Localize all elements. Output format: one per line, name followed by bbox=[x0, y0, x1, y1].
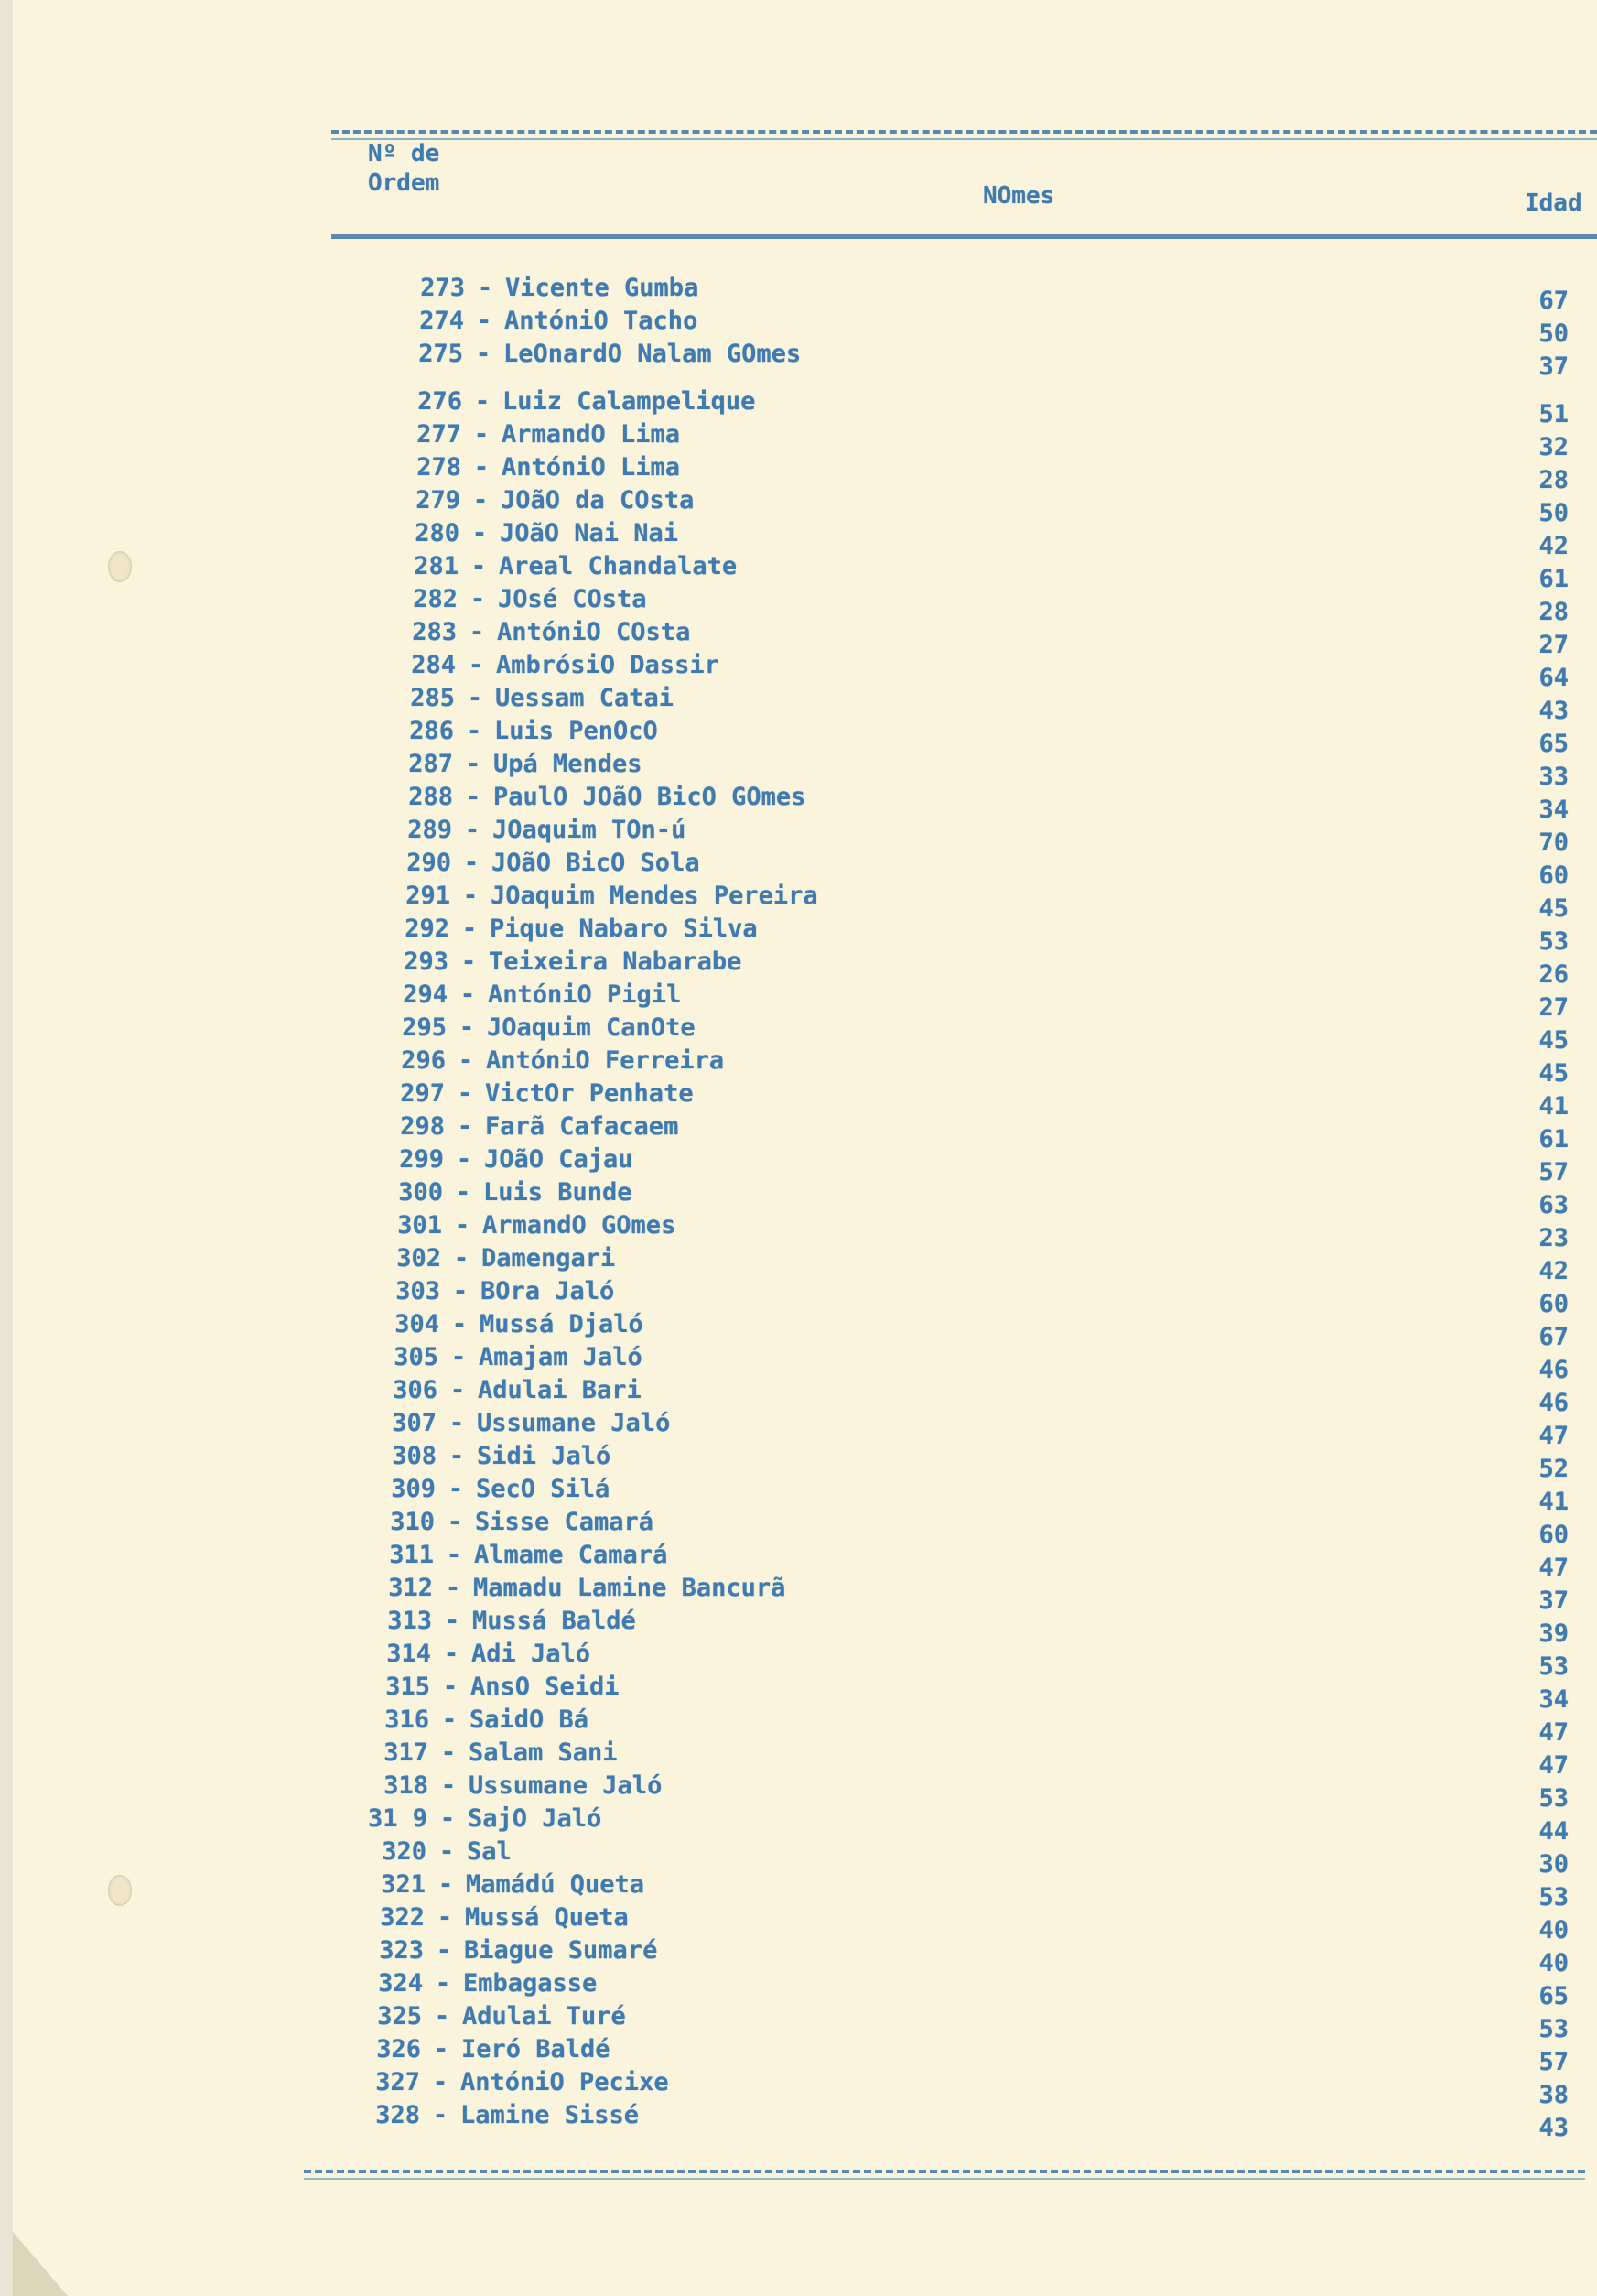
list-item bbox=[386, 1013, 696, 1044]
person-name: SajO Jaló bbox=[468, 1804, 602, 1833]
separator-dash: - bbox=[462, 882, 479, 910]
person-age: 65 bbox=[1538, 1982, 1569, 2010]
separator-dash: - bbox=[475, 340, 491, 368]
order-number: 31 9 bbox=[367, 1804, 427, 1833]
person-name: Farã Cafacaem bbox=[485, 1112, 679, 1141]
list-item bbox=[382, 1210, 675, 1241]
separator-dash: - bbox=[437, 1870, 454, 1899]
separator-dash: - bbox=[465, 783, 481, 811]
person-age: 61 bbox=[1538, 1125, 1569, 1153]
person-name: LeOnardO Nalam GOmes bbox=[503, 340, 802, 368]
order-number: 278 bbox=[416, 453, 461, 482]
person-name: Salam Sani bbox=[469, 1738, 618, 1767]
person-name: AntóniO Pigil bbox=[488, 980, 682, 1009]
person-name: JOãO Nai Nai bbox=[500, 519, 679, 547]
separator-dash: - bbox=[451, 1310, 468, 1338]
person-name: Mamádú Queta bbox=[466, 1870, 645, 1899]
person-age: 40 bbox=[1538, 1949, 1569, 1977]
list-item bbox=[389, 914, 758, 945]
list-item bbox=[366, 1836, 512, 1868]
person-age: 41 bbox=[1538, 1488, 1569, 1516]
person-age: 64 bbox=[1538, 664, 1569, 692]
column-header-order-number: Nº de Ordem bbox=[368, 140, 440, 197]
list-item bbox=[398, 551, 737, 582]
person-name: BOra Jaló bbox=[480, 1277, 615, 1305]
separator-dash: - bbox=[460, 948, 477, 976]
document-page bbox=[13, 0, 1597, 2296]
person-name: Uessam Catai bbox=[495, 684, 674, 712]
order-number: 327 bbox=[375, 2068, 420, 2096]
person-age: 46 bbox=[1538, 1356, 1569, 1384]
person-name: Sisse Camará bbox=[475, 1508, 654, 1536]
person-age: 47 bbox=[1538, 1554, 1569, 1582]
person-age: 28 bbox=[1538, 466, 1569, 494]
person-name: Ieró Baldé bbox=[461, 2035, 610, 2063]
separator-dash: - bbox=[474, 387, 491, 416]
list-item bbox=[375, 1474, 610, 1505]
person-age: 45 bbox=[1538, 1059, 1569, 1088]
list-item bbox=[374, 1507, 653, 1538]
separator-dash: - bbox=[472, 486, 489, 514]
order-number: 275 bbox=[418, 340, 463, 368]
person-name: PaulO JOãO BicO GOmes bbox=[493, 783, 806, 811]
separator-dash: - bbox=[469, 618, 485, 646]
person-age: 50 bbox=[1538, 319, 1569, 348]
order-number: 274 bbox=[419, 307, 464, 335]
person-age: 28 bbox=[1538, 598, 1569, 626]
order-number: 307 bbox=[392, 1409, 437, 1437]
order-number: 298 bbox=[400, 1112, 445, 1141]
order-number: 290 bbox=[406, 849, 451, 877]
person-age: 53 bbox=[1538, 1784, 1569, 1813]
person-name: AntóniO Pecixe bbox=[460, 2068, 669, 2096]
person-name: Embagasse bbox=[463, 1969, 598, 1998]
separator-dash: - bbox=[459, 980, 476, 1009]
list-item bbox=[373, 1540, 667, 1571]
list-item bbox=[395, 650, 719, 681]
list-item bbox=[387, 980, 681, 1011]
list-item bbox=[361, 2034, 610, 2065]
list-item bbox=[365, 1869, 644, 1901]
order-number: 308 bbox=[392, 1442, 437, 1470]
person-age: 27 bbox=[1538, 631, 1569, 659]
person-name: Luis Bunde bbox=[483, 1178, 632, 1207]
separator-dash: - bbox=[456, 1145, 472, 1174]
order-number: 276 bbox=[417, 387, 462, 416]
separator-dash: - bbox=[448, 1409, 465, 1437]
person-age: 40 bbox=[1538, 1916, 1569, 1944]
list-item bbox=[390, 881, 818, 912]
list-item bbox=[360, 2067, 669, 2098]
person-age: 42 bbox=[1538, 1257, 1569, 1285]
person-age: 44 bbox=[1538, 1817, 1569, 1846]
person-age: 60 bbox=[1538, 861, 1569, 890]
order-number: 311 bbox=[389, 1541, 434, 1569]
order-number: 322 bbox=[380, 1903, 425, 1932]
person-age: 37 bbox=[1538, 1587, 1569, 1615]
list-item bbox=[370, 1672, 620, 1703]
order-number: 296 bbox=[401, 1046, 446, 1075]
person-age: 52 bbox=[1538, 1455, 1569, 1483]
list-item bbox=[394, 683, 674, 714]
separator-dash: - bbox=[444, 1607, 460, 1635]
separator-dash: - bbox=[466, 717, 482, 745]
list-item bbox=[396, 617, 690, 648]
list-item bbox=[372, 1573, 785, 1604]
person-name: Mamadu Lamine Bancurã bbox=[473, 1574, 786, 1602]
order-number: 314 bbox=[386, 1640, 431, 1668]
list-item bbox=[400, 485, 694, 516]
person-age: 45 bbox=[1538, 1026, 1569, 1055]
order-number: 317 bbox=[383, 1738, 428, 1767]
person-name: Adi Jaló bbox=[471, 1640, 591, 1668]
separator-dash: - bbox=[432, 2068, 448, 2096]
order-number: 302 bbox=[396, 1244, 441, 1273]
person-age: 53 bbox=[1538, 927, 1569, 956]
person-age: 30 bbox=[1538, 1850, 1569, 1879]
person-name: Adulai Bari bbox=[478, 1376, 642, 1404]
list-item bbox=[405, 273, 698, 304]
order-number: 277 bbox=[416, 420, 461, 449]
order-number: 273 bbox=[420, 274, 465, 302]
person-age: 34 bbox=[1538, 1685, 1569, 1714]
list-item bbox=[368, 1771, 662, 1802]
list-item bbox=[381, 1243, 615, 1274]
order-number: 326 bbox=[376, 2035, 421, 2063]
person-age: 37 bbox=[1538, 352, 1569, 381]
list-item bbox=[384, 1111, 678, 1143]
person-age: 39 bbox=[1538, 1619, 1569, 1648]
person-name: VictOr Penhate bbox=[485, 1079, 694, 1108]
person-name: Mussá Queta bbox=[465, 1903, 629, 1932]
person-name: Sal bbox=[467, 1837, 512, 1866]
person-age: 38 bbox=[1538, 2081, 1569, 2109]
separator-dash: - bbox=[473, 420, 490, 449]
person-age: 26 bbox=[1538, 960, 1569, 989]
person-name: JOãO da COsta bbox=[501, 486, 695, 514]
order-number: 300 bbox=[398, 1178, 443, 1207]
person-age: 67 bbox=[1538, 1323, 1569, 1351]
list-item bbox=[399, 518, 678, 549]
header-top-rule-secondary bbox=[331, 138, 1597, 140]
order-number: 286 bbox=[409, 717, 454, 745]
person-name: AntóniO Lima bbox=[502, 453, 681, 482]
list-item bbox=[362, 1968, 597, 1999]
list-item bbox=[378, 1342, 642, 1373]
list-item bbox=[397, 584, 647, 615]
list-item bbox=[393, 782, 805, 813]
separator-dash: - bbox=[449, 1376, 466, 1404]
person-name: Pique Nabaro Silva bbox=[490, 915, 758, 943]
person-name: Almame Camará bbox=[474, 1541, 668, 1569]
folded-corner bbox=[13, 2232, 68, 2296]
person-age: 41 bbox=[1538, 1092, 1569, 1121]
person-name: SecO Silá bbox=[476, 1475, 610, 1503]
separator-dash: - bbox=[457, 1079, 473, 1108]
person-name: Ussumane Jaló bbox=[477, 1409, 671, 1437]
list-item bbox=[361, 2001, 626, 2032]
person-name: JOaquim CanOte bbox=[487, 1013, 696, 1042]
list-item bbox=[376, 1441, 610, 1472]
person-name: JOaquim TOn-ú bbox=[492, 816, 686, 844]
order-number: 316 bbox=[384, 1706, 429, 1734]
person-age: 67 bbox=[1538, 287, 1569, 315]
header-top-rule bbox=[331, 130, 1597, 134]
order-number: 315 bbox=[385, 1673, 430, 1701]
separator-dash: - bbox=[438, 1837, 455, 1866]
list-item bbox=[403, 339, 801, 370]
person-name: JOsé COsta bbox=[498, 585, 647, 613]
order-number: 281 bbox=[414, 552, 459, 580]
person-name: Upá Mendes bbox=[493, 750, 642, 778]
list-item bbox=[402, 386, 755, 417]
order-number: 304 bbox=[394, 1310, 439, 1338]
separator-dash: - bbox=[445, 1574, 461, 1602]
separator-dash: - bbox=[468, 651, 484, 679]
order-number: 309 bbox=[391, 1475, 436, 1503]
separator-dash: - bbox=[433, 2035, 449, 2063]
person-age: 53 bbox=[1538, 1883, 1569, 1912]
order-number: 323 bbox=[379, 1936, 424, 1965]
list-item bbox=[379, 1309, 643, 1340]
list-item bbox=[372, 1606, 636, 1637]
list-item bbox=[384, 1078, 694, 1110]
order-number: 279 bbox=[415, 486, 460, 514]
person-age: 47 bbox=[1538, 1751, 1569, 1780]
list-item bbox=[394, 716, 658, 747]
order-number: 280 bbox=[415, 519, 459, 547]
order-number: 312 bbox=[388, 1574, 433, 1602]
person-age: 63 bbox=[1538, 1191, 1569, 1219]
person-name: AntóniO Ferreira bbox=[486, 1046, 725, 1075]
list-item bbox=[367, 1803, 601, 1835]
person-age: 53 bbox=[1538, 2015, 1569, 2043]
person-name: Mussá Baldé bbox=[472, 1607, 636, 1635]
separator-dash: - bbox=[476, 307, 492, 335]
person-name: Lamine Sissé bbox=[460, 2101, 640, 2129]
person-age: 57 bbox=[1538, 2048, 1569, 2076]
list-item bbox=[380, 1276, 614, 1307]
list-item bbox=[363, 1935, 657, 1966]
separator-dash: - bbox=[461, 915, 478, 943]
person-name: Luis PenOcO bbox=[494, 717, 658, 745]
person-name: Teixeira Nabarabe bbox=[489, 948, 742, 976]
person-name: Mussá Djaló bbox=[480, 1310, 643, 1338]
person-age: 47 bbox=[1538, 1718, 1569, 1747]
list-item bbox=[388, 947, 741, 978]
separator-dash: - bbox=[436, 1936, 452, 1965]
person-age: 60 bbox=[1538, 1290, 1569, 1318]
separator-dash: - bbox=[452, 1277, 469, 1305]
order-number: 284 bbox=[411, 651, 456, 679]
order-number: 291 bbox=[405, 882, 450, 910]
separator-dash: - bbox=[437, 1903, 453, 1932]
separator-dash: - bbox=[465, 750, 481, 778]
order-number: 310 bbox=[390, 1508, 435, 1536]
order-number: 285 bbox=[410, 684, 455, 712]
separator-dash: - bbox=[470, 552, 487, 580]
person-name: SaidO Bá bbox=[469, 1706, 589, 1734]
list-item bbox=[404, 306, 697, 337]
separator-dash: - bbox=[459, 1013, 475, 1042]
order-number: 288 bbox=[408, 783, 453, 811]
separator-dash: - bbox=[448, 1475, 464, 1503]
order-number: 306 bbox=[393, 1376, 437, 1404]
list-item bbox=[385, 1045, 724, 1077]
separator-dash: - bbox=[440, 1771, 457, 1800]
separator-dash: - bbox=[455, 1178, 471, 1207]
person-age: 43 bbox=[1538, 697, 1569, 725]
person-name: Amajam Jaló bbox=[479, 1343, 642, 1371]
person-name: Areal Chandalate bbox=[499, 552, 738, 580]
list-item bbox=[368, 1738, 618, 1769]
order-number: 318 bbox=[383, 1771, 428, 1800]
list-item bbox=[401, 452, 680, 483]
order-number: 320 bbox=[382, 1837, 426, 1866]
separator-dash: - bbox=[443, 1640, 459, 1668]
list-item bbox=[364, 1902, 629, 1933]
order-number: 324 bbox=[378, 1969, 423, 1998]
list-item bbox=[383, 1177, 632, 1208]
person-age: 32 bbox=[1538, 433, 1569, 461]
separator-dash: - bbox=[467, 684, 483, 712]
person-name: JOaquim Mendes Pereira bbox=[491, 882, 818, 910]
person-age: 57 bbox=[1538, 1158, 1569, 1186]
order-number: 301 bbox=[397, 1211, 442, 1240]
person-name: Biague Sumaré bbox=[464, 1936, 658, 1965]
order-number: 321 bbox=[381, 1870, 426, 1899]
order-number: 328 bbox=[375, 2101, 420, 2129]
separator-dash: - bbox=[463, 849, 480, 877]
order-number: 289 bbox=[407, 816, 452, 844]
person-name: ArmandO Lima bbox=[502, 420, 681, 449]
person-age: 46 bbox=[1538, 1389, 1569, 1417]
person-name: JOãO Cajau bbox=[484, 1145, 633, 1174]
separator-dash: - bbox=[473, 453, 490, 482]
separator-dash: - bbox=[464, 816, 480, 844]
order-number: 287 bbox=[408, 750, 453, 778]
separator-dash: - bbox=[442, 1673, 459, 1701]
person-age: 42 bbox=[1538, 532, 1569, 560]
person-age: 65 bbox=[1538, 730, 1569, 758]
person-age: 50 bbox=[1538, 499, 1569, 527]
order-number: 297 bbox=[400, 1079, 445, 1108]
separator-dash: - bbox=[432, 2101, 448, 2129]
person-name: AntóniO Tacho bbox=[504, 307, 698, 335]
list-item bbox=[383, 1144, 633, 1175]
person-age: 34 bbox=[1538, 796, 1569, 824]
separator-dash: - bbox=[458, 1046, 474, 1075]
separator-dash: - bbox=[477, 274, 493, 302]
punch-hole-lower bbox=[108, 1875, 132, 1906]
separator-dash: - bbox=[457, 1112, 473, 1141]
person-age: 51 bbox=[1538, 400, 1569, 428]
separator-dash: - bbox=[447, 1508, 463, 1536]
separator-dash: - bbox=[453, 1244, 469, 1273]
separator-dash: - bbox=[439, 1804, 456, 1833]
person-name: Ussumane Jaló bbox=[469, 1771, 663, 1800]
separator-dash: - bbox=[434, 2002, 450, 2031]
separator-dash: - bbox=[446, 1541, 462, 1569]
list-item bbox=[360, 2100, 639, 2131]
order-number: 292 bbox=[405, 915, 449, 943]
order-number: 303 bbox=[395, 1277, 440, 1305]
order-number: 299 bbox=[399, 1145, 444, 1174]
person-age: 23 bbox=[1538, 1224, 1569, 1252]
order-number: 294 bbox=[403, 980, 448, 1009]
separator-dash: - bbox=[441, 1706, 458, 1734]
order-number: 283 bbox=[412, 618, 457, 646]
list-item bbox=[371, 1639, 590, 1670]
order-number: 325 bbox=[377, 2002, 422, 2031]
person-name: Sidi Jaló bbox=[477, 1442, 611, 1470]
list-item bbox=[393, 749, 642, 780]
person-name: AnsO Seidi bbox=[470, 1673, 620, 1701]
list-item bbox=[392, 815, 685, 846]
person-age: 45 bbox=[1538, 894, 1569, 923]
separator-dash: - bbox=[471, 519, 488, 547]
separator-dash: - bbox=[469, 585, 486, 613]
person-name: Luiz Calampelique bbox=[502, 387, 756, 416]
order-number: 305 bbox=[394, 1343, 438, 1371]
person-name: Damengari bbox=[481, 1244, 616, 1273]
person-name: AntóniO COsta bbox=[497, 618, 691, 646]
column-header-names: NOmes bbox=[983, 182, 1055, 210]
person-age: 43 bbox=[1538, 2114, 1569, 2142]
separator-dash: - bbox=[454, 1211, 470, 1240]
order-number: 313 bbox=[387, 1607, 432, 1635]
separator-dash: - bbox=[450, 1343, 467, 1371]
footer-rule bbox=[304, 2170, 1585, 2173]
list-item bbox=[377, 1375, 642, 1406]
person-age: 27 bbox=[1538, 993, 1569, 1022]
list-item bbox=[391, 848, 700, 879]
person-age: 61 bbox=[1538, 565, 1569, 593]
person-age: 53 bbox=[1538, 1652, 1569, 1681]
separator-dash: - bbox=[435, 1969, 451, 1998]
order-number: 293 bbox=[404, 948, 448, 976]
column-header-age: Idad bbox=[1525, 190, 1582, 217]
order-number: 282 bbox=[413, 585, 458, 613]
person-name: AmbrósiO Dassir bbox=[496, 651, 719, 679]
person-age: 47 bbox=[1538, 1422, 1569, 1450]
list-item bbox=[401, 419, 680, 450]
person-age: 60 bbox=[1538, 1521, 1569, 1549]
punch-hole-upper bbox=[108, 551, 132, 582]
order-number: 295 bbox=[402, 1013, 447, 1042]
separator-dash: - bbox=[448, 1442, 465, 1470]
person-name: JOãO BicO Sola bbox=[491, 849, 700, 877]
person-name: Vicente Gumba bbox=[505, 274, 699, 302]
person-name: Adulai Turé bbox=[462, 2002, 626, 2031]
list-item bbox=[369, 1705, 588, 1736]
list-item bbox=[376, 1408, 670, 1439]
person-name: ArmandO GOmes bbox=[482, 1211, 676, 1240]
header-bottom-rule bbox=[331, 234, 1597, 239]
footer-rule-secondary bbox=[304, 2178, 1585, 2180]
person-age: 70 bbox=[1538, 829, 1569, 857]
separator-dash: - bbox=[440, 1738, 457, 1767]
person-age: 33 bbox=[1538, 763, 1569, 791]
